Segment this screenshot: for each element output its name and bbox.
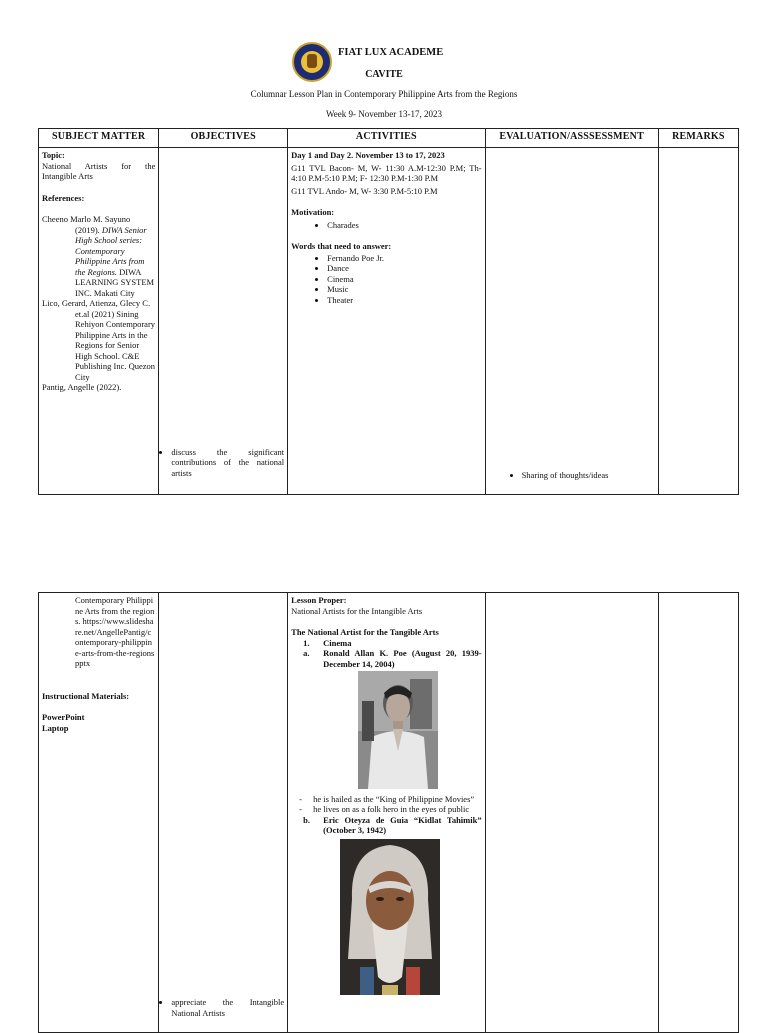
school-name: FIAT LUX ACADEME xyxy=(338,47,444,58)
reference-2: Lico, Gerard, Atienza, Glecy C. et.al (2021) Sining Rehiyon Contemporary Philippine Arts in the Regions for Senior High School. C&E Publishing Inc. Quezon City xyxy=(42,298,156,382)
list-item: • Theater xyxy=(327,295,481,306)
artist-b-portrait-photo xyxy=(340,839,440,995)
table-header-row xyxy=(39,129,739,148)
list-item: - he is hailed as the “King of Philippine Movies” xyxy=(313,794,481,805)
activities-cell xyxy=(288,593,485,1033)
col-header-activities: ACTIVITIES xyxy=(288,129,485,148)
remarks-cell xyxy=(658,593,738,1033)
topic-label: Topic: xyxy=(42,150,65,160)
list-item: • Cinema xyxy=(327,274,481,285)
schedule-1: G11 TVL Bacon- M, W- 11:30 A.M-12:30 P.M; Th- 4:10 P.M-5:10 P.M; F- 12:30 P.M-1:30 P.M xyxy=(291,162,482,183)
artist-a-portrait-photo xyxy=(358,671,438,789)
lesson-plan-table-2 xyxy=(38,592,739,1033)
words-label: Words that need to answer: xyxy=(291,241,392,251)
objectives-cell xyxy=(159,148,288,495)
artist-a-item: a. Ronald Allan K. Poe (August 20, 1939-December 14, 2004) xyxy=(303,648,482,669)
col-header-subject: SUBJECT MATTER xyxy=(39,129,159,148)
material-item: PowerPoint xyxy=(42,712,85,722)
reference-1: Cheeno Marlo M. Sayuno (2019). DIWA Senior High School series: Contemporary Philippine Arts from the Regions. DIWA LEARNING SYSTEM INC. Makati City xyxy=(42,214,155,298)
col-header-objectives: OBJECTIVES xyxy=(159,129,288,148)
material-item: Laptop xyxy=(42,722,69,733)
references-label: References: xyxy=(42,192,85,203)
subject-matter-cell xyxy=(39,593,159,1033)
reference-3-continued: Contemporary Philippine Arts from the regions. https://www.slideshare.net/AngellePantig/contemporary-philippine-arts-from-the-regionspptx xyxy=(75,595,155,668)
evaluation-cell xyxy=(485,148,658,495)
table-row xyxy=(39,148,739,495)
list-item: • Music xyxy=(327,284,481,295)
artist-b-item: b. Eric Oteyza de Guia “Kidlat Tahimik” (October 3, 1942) xyxy=(303,814,482,835)
table-row xyxy=(39,593,739,1033)
reference-3: Pantig, Angelle (2022). xyxy=(42,382,122,392)
week-dates: Week 9- November 13-17, 2023 xyxy=(326,109,442,119)
lesson-proper-label: Lesson Proper: xyxy=(291,595,347,605)
words-list xyxy=(291,253,481,306)
objective-item: • appreciate the Intangible National Artists xyxy=(171,997,284,1018)
col-header-remarks: REMARKS xyxy=(658,129,738,148)
section-title: The National Artist for the Tangible Arts xyxy=(291,627,439,637)
plan-title: Columnar Lesson Plan in Contemporary Philippine Arts from the Regions xyxy=(250,89,518,99)
motivation-list xyxy=(291,220,481,231)
day-heading: Day 1 and Day 2. November 13 to 17, 2023 xyxy=(291,150,445,160)
evaluation-cell xyxy=(485,593,658,1033)
col-header-evaluation: EVALUATION/ASSSESSMENT xyxy=(485,129,658,148)
list-item: - he lives on as a folk hero in the eyes of public xyxy=(313,804,481,815)
subject-matter-cell xyxy=(39,148,159,495)
artist-a-notes xyxy=(291,794,481,815)
list-item: • Dance xyxy=(327,263,481,274)
school-location: CAVITE xyxy=(365,69,403,80)
schedule-2: G11 TVL Ando- M, W- 3:30 P.M-5:10 P.M xyxy=(291,185,438,196)
remarks-cell xyxy=(658,148,738,495)
lesson-plan-table-1 xyxy=(38,128,739,495)
list-item: • Charades xyxy=(327,220,481,231)
objective-item: • discuss the significant contributions of the national artists xyxy=(171,447,284,479)
topic-text: National Artists for the Intangible Arts xyxy=(42,160,156,181)
evaluation-item: • Sharing of thoughts/ideas xyxy=(522,470,655,481)
list-item: • Fernando Poe Jr. xyxy=(327,253,481,264)
motivation-label: Motivation: xyxy=(291,207,335,217)
activities-cell xyxy=(288,148,485,495)
objectives-cell xyxy=(159,593,288,1033)
lesson-topic: National Artists for the Intangible Arts xyxy=(291,605,423,616)
category-item: 1. Cinema xyxy=(303,637,352,648)
materials-label: Instructional Materials: xyxy=(42,690,130,701)
